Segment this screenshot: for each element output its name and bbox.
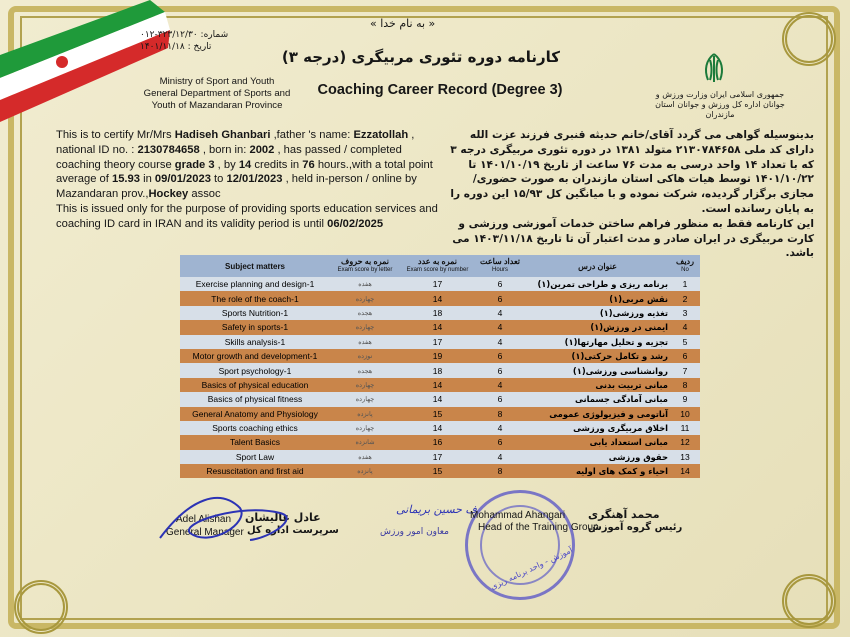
issue-date: تاریخ : ۱۴۰۱/۱۱/۱۸ [140,42,212,52]
course-hours: 4 [475,378,525,392]
course-row-no: 5 [670,335,700,349]
course-row-no: 12 [670,435,700,449]
course-subject-en: Sports coaching ethics [180,421,330,435]
course-score-letter: پانزده [330,464,400,478]
validity-note-fa: این کارنامه فقط به منظور فراهم ساختن خدمات آموزشی ورزشی و کارت مربیگری در ایران صادر و مدت اعتبار آن تا تاریخ ۱۴۰۳/۱۱/۱۸ می باشد. [452,217,814,260]
course-score-letter: هجده [330,363,400,377]
deputy-title-fa: معاون امور ورزش [380,527,449,537]
course-title-fa: احیاء و کمک های اولیه [525,464,670,478]
manager-signature [150,478,350,558]
course-hours: 6 [475,277,525,291]
course-subject-en: Basics of physical education [180,378,330,392]
course-hours: 6 [475,291,525,305]
course-title-fa: رشد و تکامل حرکتی(۱) [525,349,670,363]
table-row [180,378,700,392]
table-row [180,306,700,320]
course-subject-en: Exercise planning and design-1 [180,277,330,291]
course-row-no: 14 [670,464,700,478]
course-score-letter: چهارده [330,320,400,334]
course-score-letter: پانزده [330,407,400,421]
course-title-fa: روانشناسی ورزشی(۱) [525,363,670,377]
course-title-fa: تجزیه و تحلیل مهارتها(۱) [525,335,670,349]
table-row [180,407,700,421]
table-row [180,435,700,449]
course-title-fa: حقوق ورزشی [525,450,670,464]
manager-name-en: Adel Alishan [176,514,232,525]
validity-note-en: This is issued only for the purpose of providing sports education services and coaching ID card in IRAN and its validity period is until [56,202,438,230]
table-row [180,335,700,349]
course-row-no: 13 [670,450,700,464]
course-score-number: 15 [400,407,475,421]
course-title-fa: مبانی آمادگی جسمانی [525,392,670,406]
iran-emblem-icon [694,52,734,86]
course-score-number: 17 [400,450,475,464]
course-score-letter: هجده [330,306,400,320]
course-score-letter: هفده [330,277,400,291]
course-subject-en: The role of the coach-1 [180,291,330,305]
page-title-en: Coaching Career Record (Degree 3) [317,82,563,98]
course-score-letter: هفده [330,450,400,464]
corner-ornament [14,580,68,634]
course-row-no: 8 [670,378,700,392]
serial-number: شماره: ۳۲۳/۱۲/۳۰-۰۱۲ [140,30,229,40]
col-row-no: ردیف No [670,255,700,277]
course-row-no: 7 [670,363,700,377]
course-subject-en: Safety in sports-1 [180,320,330,334]
course-row-no: 11 [670,421,700,435]
course-subject-en: Basics of physical fitness [180,392,330,406]
course-score-number: 14 [400,291,475,305]
col-hours: تعداد ساعت Hours [475,255,525,277]
course-subject-en: Sport psychology-1 [180,363,330,377]
course-score-number: 17 [400,277,475,291]
course-score-letter: شانزده [330,435,400,449]
course-row-no: 9 [670,392,700,406]
course-hours: 6 [475,349,525,363]
ministry-name: Ministry of Sport and Youth General Department of Sports and Youth of Mazandaran Province [143,76,291,111]
col-subject-en: Subject matters [180,255,330,277]
course-hours: 6 [475,392,525,406]
course-score-letter: نوزده [330,349,400,363]
course-hours: 4 [475,320,525,334]
training-head-title-en: Head of the Training Group [478,522,599,533]
course-subject-en: Sports Nutrition-1 [180,306,330,320]
course-score-letter: چهارده [330,291,400,305]
emblem-caption: جمهوری اسلامی ایران وزارت ورزش و جوانان اداره کل ورزش و جوانان استان مازندران [655,90,785,119]
certification-text-fa: بدینوسیله گواهی می گردد آقای/خانم حدیثه قنبری فرزند عزت الله دارای کد ملی ۲۱۳۰۷۸۴۶۵۸ متولد ۱۳۸۱ در دوره تئوری مربیگری درجه ۳ که با تعداد ۱۴ واحد درسی به مدت ۷۶ ساعت از تاریخ ۱۴۰۱/۱۰/۱۹ تا ۱۴۰۱/۱۰/۲۲ توسط هیات هاکی استان مازندران به صورت حضوری/مجازی برگزار گردیده، شرکت نموده و با میانگین کل ۱۵/۹۳ این دوره را به پایان رسانده است. این کارنامه فقط به منظور فراهم ساختن خدمات آموزشی ورزشی و کارت مربیگری در ایران صادر و مدت اعتبار آن تا تاریخ ۱۴۰۳/۱۱/۱۸ می باشد. [450,129,814,260]
course-title-fa: برنامه ریزی و طراحی تمرین(۱) [525,277,670,291]
col-number: نمره به عدد Exam score by number [400,255,475,277]
course-score-number: 14 [400,392,475,406]
course-row-no: 6 [670,349,700,363]
course-hours: 6 [475,363,525,377]
col-title-fa: عنوان درس [525,255,670,277]
valid-until-en: 06/02/2025 [327,217,384,230]
course-table [180,255,700,478]
training-head-title-fa: رئیس گروه آموزش [588,522,683,533]
course-score-letter: چهارده [330,378,400,392]
certification-text-en: This is to certify Mr/Mrs Hadiseh Ghanbari ,father 's name: Ezzatollah , national ID no. : 2130784658 , born in: 2002 , has passed / completed coaching theory course grade 3 , by 14 credits in 76 hours.,with a total point average of 15.93 in 09/01/2023 to 12/01/2023 , held in-person / online by Mazandaran prov.,Hockey assoc This is issued only for the purpose of providing sports education services and coaching ID card in IRAN and its validity period is until 06/02/2025 [56,129,438,230]
deputy-signature-handwritten: ف حسین بریمانی [396,503,477,516]
course-row-no: 4 [670,320,700,334]
course-hours: 8 [475,407,525,421]
course-hours: 4 [475,421,525,435]
course-score-letter: هفده [330,335,400,349]
course-score-letter: چهارده [330,421,400,435]
training-head-name-fa: محمد آهنگری [588,508,660,521]
table-row [180,464,700,478]
corner-ornament [782,574,836,628]
stamp-text: آموزش - واحد برنامه ریزی [489,545,574,592]
course-score-number: 14 [400,421,475,435]
manager-name-fa: عادل عالیشان [245,511,321,524]
course-subject-en: Motor growth and development-1 [180,349,330,363]
course-hours: 4 [475,306,525,320]
course-score-letter: چهارده [330,392,400,406]
course-row-no: 10 [670,407,700,421]
course-subject-en: General Anatomy and Physiology [180,407,330,421]
course-title-fa: آناتومی و فیزیولوژی عمومی [525,407,670,421]
course-score-number: 16 [400,435,475,449]
course-score-number: 14 [400,320,475,334]
manager-title-en: General Manager [166,527,244,538]
col-letter: نمره به حروف Exam score by letter [330,255,400,277]
course-title-fa: مبانی تربیت بدنی [525,378,670,392]
course-title-fa: مبانی استعداد یابی [525,435,670,449]
table-row [180,277,700,291]
table-header-row [180,255,700,277]
course-score-number: 17 [400,335,475,349]
page-title-fa: کارنامه دوره تئوری مربیگری (درجه ۳) [281,48,560,66]
course-hours: 8 [475,464,525,478]
bismillah: « به نام خدا » [370,17,436,30]
table-row [180,291,700,305]
course-score-number: 18 [400,363,475,377]
manager-title-fa: سرپرست اداره کل [247,525,339,536]
course-row-no: 2 [670,291,700,305]
course-hours: 6 [475,435,525,449]
course-score-number: 15 [400,464,475,478]
course-title-fa: نقش مربی(۱) [525,291,670,305]
course-title-fa: اخلاق مربیگری ورزشی [525,421,670,435]
course-row-no: 1 [670,277,700,291]
course-hours: 4 [475,335,525,349]
course-title-fa: ایمنی در ورزش(۱) [525,320,670,334]
table-row [180,363,700,377]
course-subject-en: Talent Basics [180,435,330,449]
course-score-number: 18 [400,306,475,320]
table-row [180,349,700,363]
corner-ornament [782,12,836,66]
table-row [180,392,700,406]
table-row [180,450,700,464]
course-row-no: 3 [670,306,700,320]
course-score-number: 19 [400,349,475,363]
course-subject-en: Sport Law [180,450,330,464]
course-subject-en: Skills analysis-1 [180,335,330,349]
table-row [180,421,700,435]
training-head-name-en: Mohammad Ahangari [470,510,566,521]
course-hours: 4 [475,450,525,464]
course-title-fa: تغذیه ورزشی(۱) [525,306,670,320]
course-score-number: 14 [400,378,475,392]
table-row [180,320,700,334]
course-subject-en: Resuscitation and first aid [180,464,330,478]
